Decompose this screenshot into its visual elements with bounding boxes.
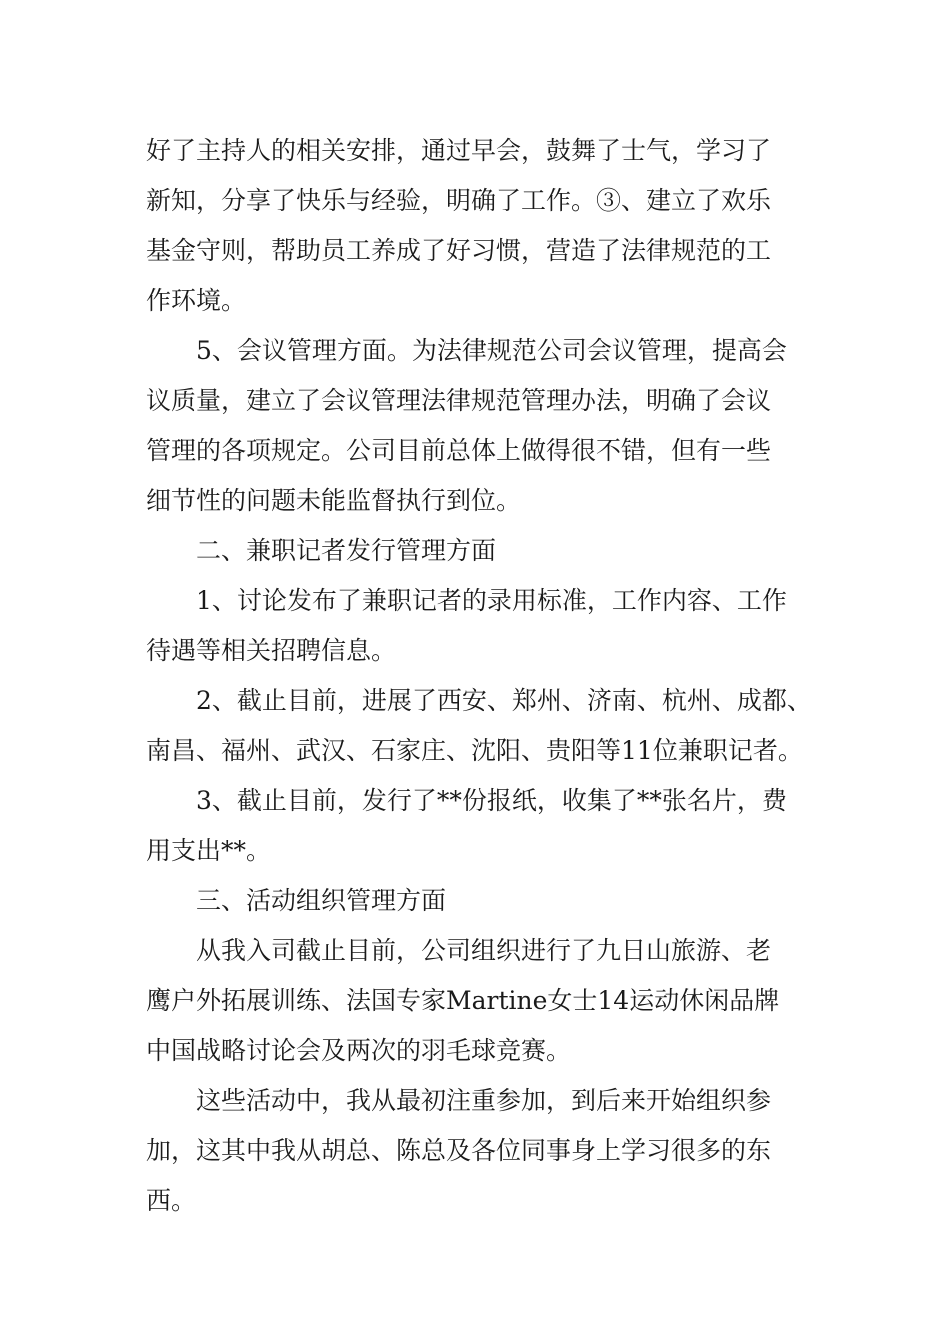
text-line: 新知，分享了快乐与经验，明确了工作。③、建立了欢乐 <box>146 186 772 215</box>
paragraph-first-line: 从我入司截止目前，公司组织进行了九日山旅游、老 <box>196 936 772 965</box>
text-line: 待遇等相关招聘信息。 <box>146 636 397 665</box>
text-line: 基金守则，帮助员工养成了好习惯，营造了法律规范的工 <box>146 236 772 265</box>
text-line: 议质量，建立了会议管理法律规范管理办法，明确了会议 <box>146 386 772 415</box>
text-line: 好了主持人的相关安排，通过早会，鼓舞了士气，学习了 <box>146 136 772 165</box>
text-line: 用支出**。 <box>146 836 272 865</box>
text-line: 细节性的问题未能监督执行到位。 <box>146 486 522 515</box>
text-line: 南昌、福州、武汉、石家庄、沈阳、贵阳等11位兼职记者。 <box>146 736 803 765</box>
paragraph-first-line: 这些活动中，我从最初注重参加，到后来开始组织参 <box>196 1086 772 1115</box>
text-line: 中国战略讨论会及两次的羽毛球竞赛。 <box>146 1036 572 1065</box>
section-heading: 二、兼职记者发行管理方面 <box>196 536 497 565</box>
text-line: 作环境。 <box>146 286 247 315</box>
text-line: 管理的各项规定。公司目前总体上做得很不错，但有一些 <box>146 436 772 465</box>
text-line: 加，这其中我从胡总、陈总及各位同事身上学习很多的东 <box>146 1136 772 1165</box>
document-body <box>146 126 812 1226</box>
text-line: 西。 <box>146 1186 197 1215</box>
paragraph-first-line: 5、会议管理方面。为法律规范公司会议管理，提高会 <box>196 336 787 365</box>
paragraph-first-line: 1、讨论发布了兼职记者的录用标准，工作内容、工作 <box>196 586 787 615</box>
section-heading: 三、活动组织管理方面 <box>196 886 447 915</box>
text-line: 鹰户外拓展训练、法国专家Martine女士14运动休闲品牌 <box>146 986 780 1015</box>
paragraph-first-line: 3、截止目前，发行了**份报纸，收集了**张名片，费 <box>196 786 787 815</box>
paragraph-first-line: 2、截止目前，进展了西安、郑州、济南、杭州、成都、 <box>196 686 812 715</box>
